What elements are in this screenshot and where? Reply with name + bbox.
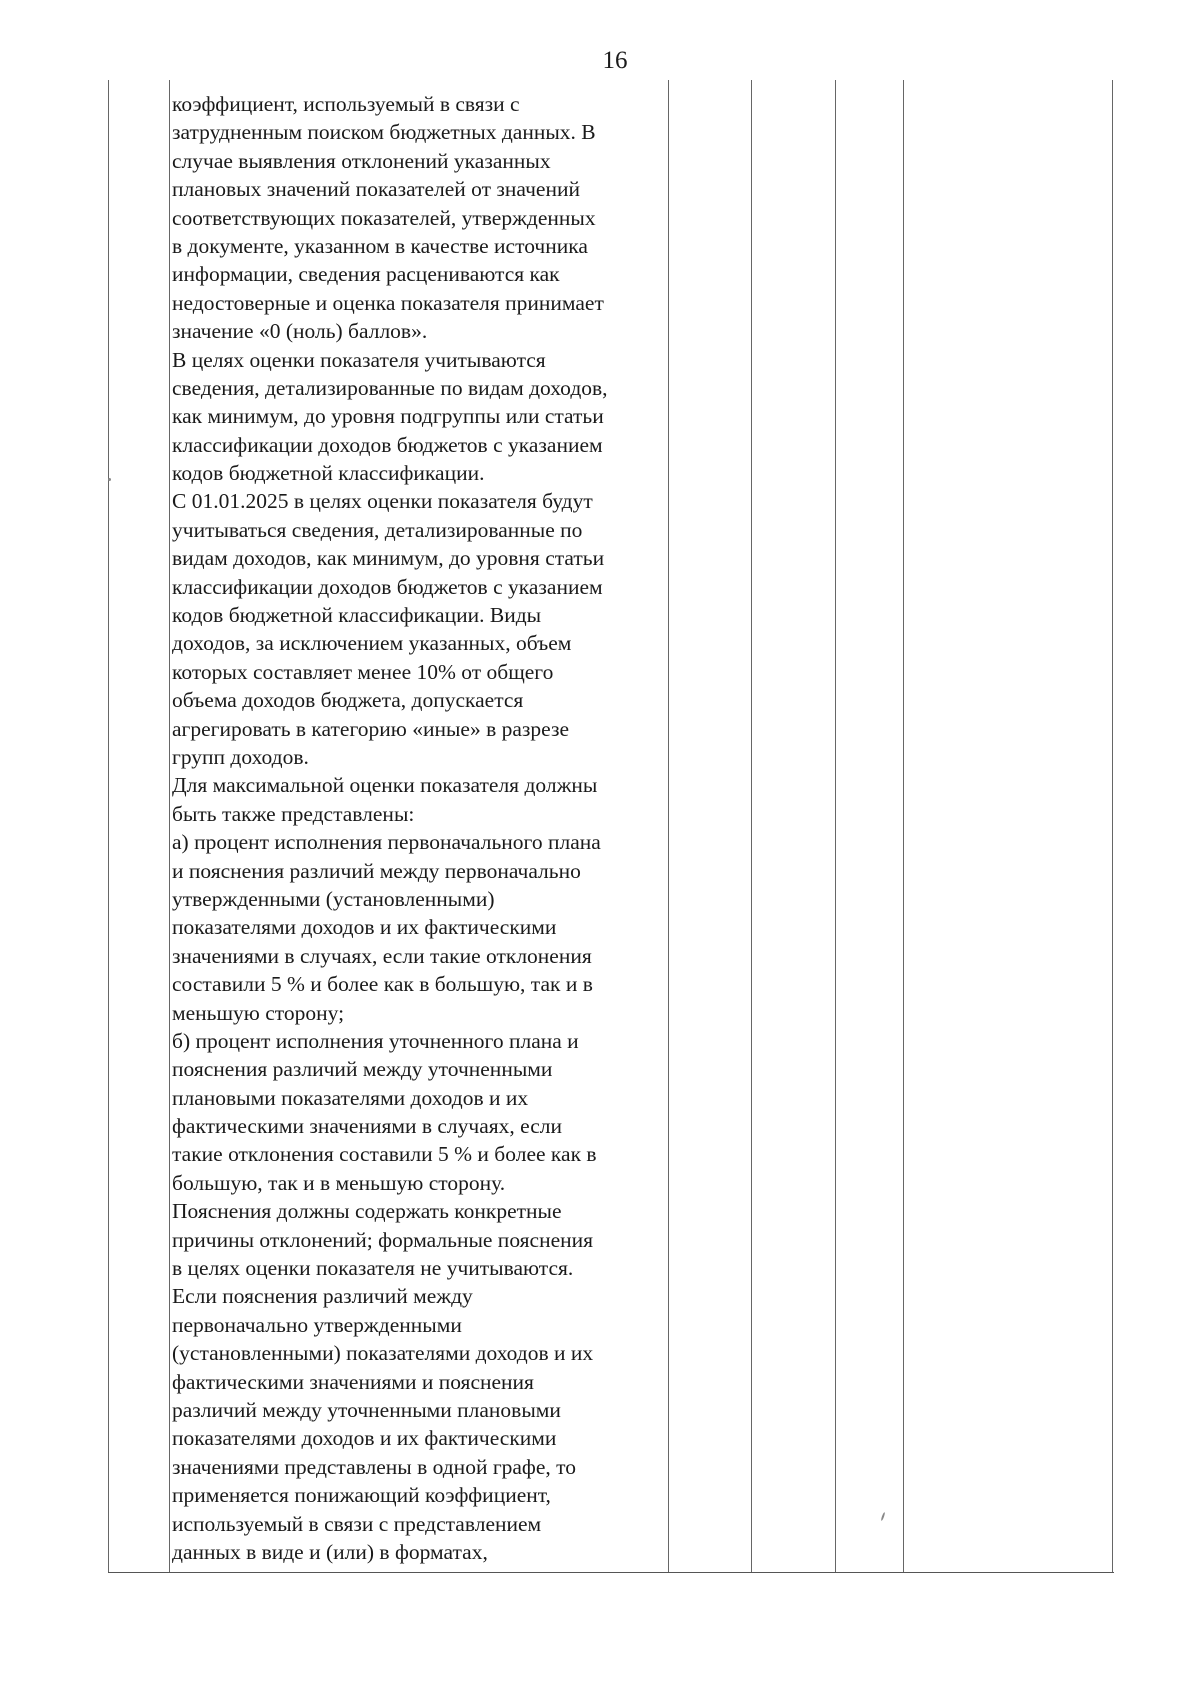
text-line: коэффициент, используемый в связи с <box>172 92 520 116</box>
text-line: плановых значений показателей от значений <box>172 177 580 202</box>
text-line: быть также представлены: <box>172 801 415 826</box>
text-line: Пояснения должны содержать конкретные <box>172 1199 562 1224</box>
text-line: доходов, за исключением указанных, объем <box>172 631 572 656</box>
text-line: информации, сведения расцениваются как <box>172 262 560 287</box>
text-line: в документе, указанном в качестве источника <box>172 233 588 258</box>
text-line: меньшую сторону; <box>172 1000 345 1025</box>
text-line: групп доходов. <box>172 744 309 769</box>
text-line: составили 5 % и более как в большую, так и в <box>172 972 593 997</box>
text-line: агрегировать в категорию «иные» в разрезе <box>172 716 569 741</box>
text-line: причины отклонений; формальные пояснения <box>172 1227 594 1252</box>
column-divider <box>108 80 109 1572</box>
text-line: различий между уточненными плановыми <box>172 1397 561 1422</box>
text-line: показателями доходов и их фактическими <box>172 915 557 940</box>
text-line: и пояснения различий между первоначально <box>172 858 581 883</box>
text-line: б) процент исполнения уточненного плана и <box>172 1028 579 1053</box>
text-line: большую, так и в меньшую сторону. <box>172 1170 506 1195</box>
text-line: плановыми показателями доходов и их <box>172 1085 529 1110</box>
text-line: Для максимальной оценки показателя должны <box>172 773 598 798</box>
text-line: Если пояснения различий между <box>172 1284 473 1309</box>
text-line: показателями доходов и их фактическими <box>172 1426 557 1451</box>
text-line: значениями представлены в одной графе, то <box>172 1454 577 1479</box>
text-line: В целях оценки показателя учитываются <box>172 347 546 372</box>
text-line: соответствующих показателей, утвержденных <box>172 205 596 230</box>
criteria-table <box>108 80 1114 1573</box>
text-line: применяется понижающий коэффициент, <box>172 1483 551 1508</box>
text-line: в целях оценки показателя не учитываются. <box>172 1256 574 1281</box>
methodology-text-cell <box>172 90 672 1566</box>
text-line: затрудненным поиском бюджетных данных. В <box>172 120 596 145</box>
column-divider <box>169 80 170 1572</box>
text-line: как минимум, до уровня подгруппы или статьи <box>172 404 604 429</box>
text-line: используемый в связи с представлением <box>172 1511 542 1536</box>
column-divider <box>1112 80 1113 1572</box>
text-line: сведения, детализированные по видам доходов, <box>172 375 608 400</box>
text-line: пояснения различий между уточненными <box>172 1057 553 1082</box>
column-divider <box>835 80 836 1572</box>
text-line: фактическими значениями в случаях, если <box>172 1114 562 1139</box>
text-line: классификации доходов бюджетов с указанием <box>172 574 603 599</box>
text-line: которых составляет менее 10% от общего <box>172 659 554 684</box>
text-line: а) процент исполнения первоначального плана <box>172 830 601 855</box>
text-line: данных в виде и (или) в форматах, <box>172 1539 488 1564</box>
column-divider <box>751 80 752 1572</box>
column-divider <box>903 80 904 1572</box>
text-line: значение «0 (ноль) баллов». <box>172 319 428 344</box>
page-number: 16 <box>602 47 628 74</box>
text-line: случае выявления отклонений указанных <box>172 148 551 173</box>
text-line: значениями в случаях, если такие отклонения <box>172 943 592 968</box>
text-line: С 01.01.2025 в целях оценки показателя будут <box>172 489 593 514</box>
text-line: учитываться сведения, детализированные по <box>172 517 583 542</box>
text-line: объема доходов бюджета, допускается <box>172 688 524 713</box>
scan-speck <box>108 478 111 481</box>
text-line: утвержденными (установленными) <box>172 886 495 911</box>
text-line: классификации доходов бюджетов с указанием <box>172 432 603 457</box>
text-line: (установленными) показателями доходов и их <box>172 1341 594 1366</box>
text-line: такие отклонения составили 5 % и более как в <box>172 1142 597 1167</box>
text-line: кодов бюджетной классификации. <box>172 461 485 486</box>
text-line: фактическими значениями и пояснения <box>172 1369 534 1394</box>
scan-speck <box>881 1512 886 1521</box>
text-line: недостоверные и оценка показателя принимает <box>172 290 604 315</box>
text-line: первоначально утвержденными <box>172 1312 462 1337</box>
text-line: кодов бюджетной классификации. Виды <box>172 603 542 628</box>
text-line: видам доходов, как минимум, до уровня статьи <box>172 546 605 571</box>
